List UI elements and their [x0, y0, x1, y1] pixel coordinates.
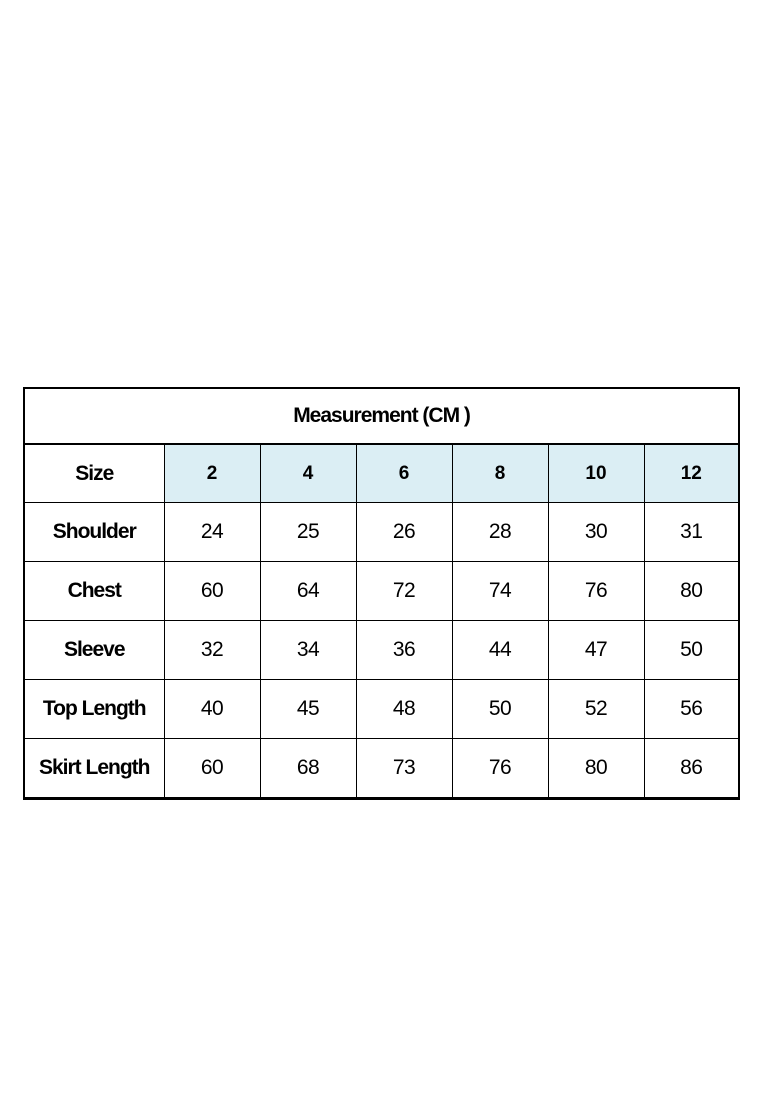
- row-label: Chest: [24, 562, 164, 621]
- value-cell: 50: [452, 680, 548, 739]
- table-title: Measurement (CM ): [24, 388, 739, 444]
- value-cell: 40: [164, 680, 260, 739]
- value-cell: 30: [548, 503, 644, 562]
- value-cell: 60: [164, 562, 260, 621]
- value-cell: 80: [644, 562, 739, 621]
- row-label: Top Length: [24, 680, 164, 739]
- size-cell: 12: [644, 444, 739, 503]
- value-cell: 86: [644, 739, 739, 799]
- size-cell: 4: [260, 444, 356, 503]
- size-cell: 2: [164, 444, 260, 503]
- value-cell: 32: [164, 621, 260, 680]
- value-cell: 68: [260, 739, 356, 799]
- size-cell: 6: [356, 444, 452, 503]
- value-cell: 76: [452, 739, 548, 799]
- value-cell: 47: [548, 621, 644, 680]
- size-label: Size: [24, 444, 164, 503]
- title-row: [24, 388, 739, 444]
- value-cell: 76: [548, 562, 644, 621]
- size-cell: 8: [452, 444, 548, 503]
- table-row-chest: [24, 562, 739, 621]
- size-header-row: [24, 444, 739, 503]
- value-cell: 60: [164, 739, 260, 799]
- value-cell: 26: [356, 503, 452, 562]
- table-row-sleeve: [24, 621, 739, 680]
- size-chart-table: [23, 387, 740, 800]
- size-cell: 10: [548, 444, 644, 503]
- value-cell: 48: [356, 680, 452, 739]
- table-row-skirt-length: [24, 739, 739, 799]
- value-cell: 80: [548, 739, 644, 799]
- value-cell: 72: [356, 562, 452, 621]
- value-cell: 73: [356, 739, 452, 799]
- value-cell: 52: [548, 680, 644, 739]
- value-cell: 34: [260, 621, 356, 680]
- value-cell: 56: [644, 680, 739, 739]
- value-cell: 36: [356, 621, 452, 680]
- row-label: Sleeve: [24, 621, 164, 680]
- value-cell: 24: [164, 503, 260, 562]
- value-cell: 25: [260, 503, 356, 562]
- value-cell: 74: [452, 562, 548, 621]
- value-cell: 31: [644, 503, 739, 562]
- table-row-top-length: [24, 680, 739, 739]
- row-label: Skirt Length: [24, 739, 164, 799]
- value-cell: 28: [452, 503, 548, 562]
- value-cell: 45: [260, 680, 356, 739]
- value-cell: 50: [644, 621, 739, 680]
- row-label: Shoulder: [24, 503, 164, 562]
- value-cell: 44: [452, 621, 548, 680]
- value-cell: 64: [260, 562, 356, 621]
- table-row-shoulder: [24, 503, 739, 562]
